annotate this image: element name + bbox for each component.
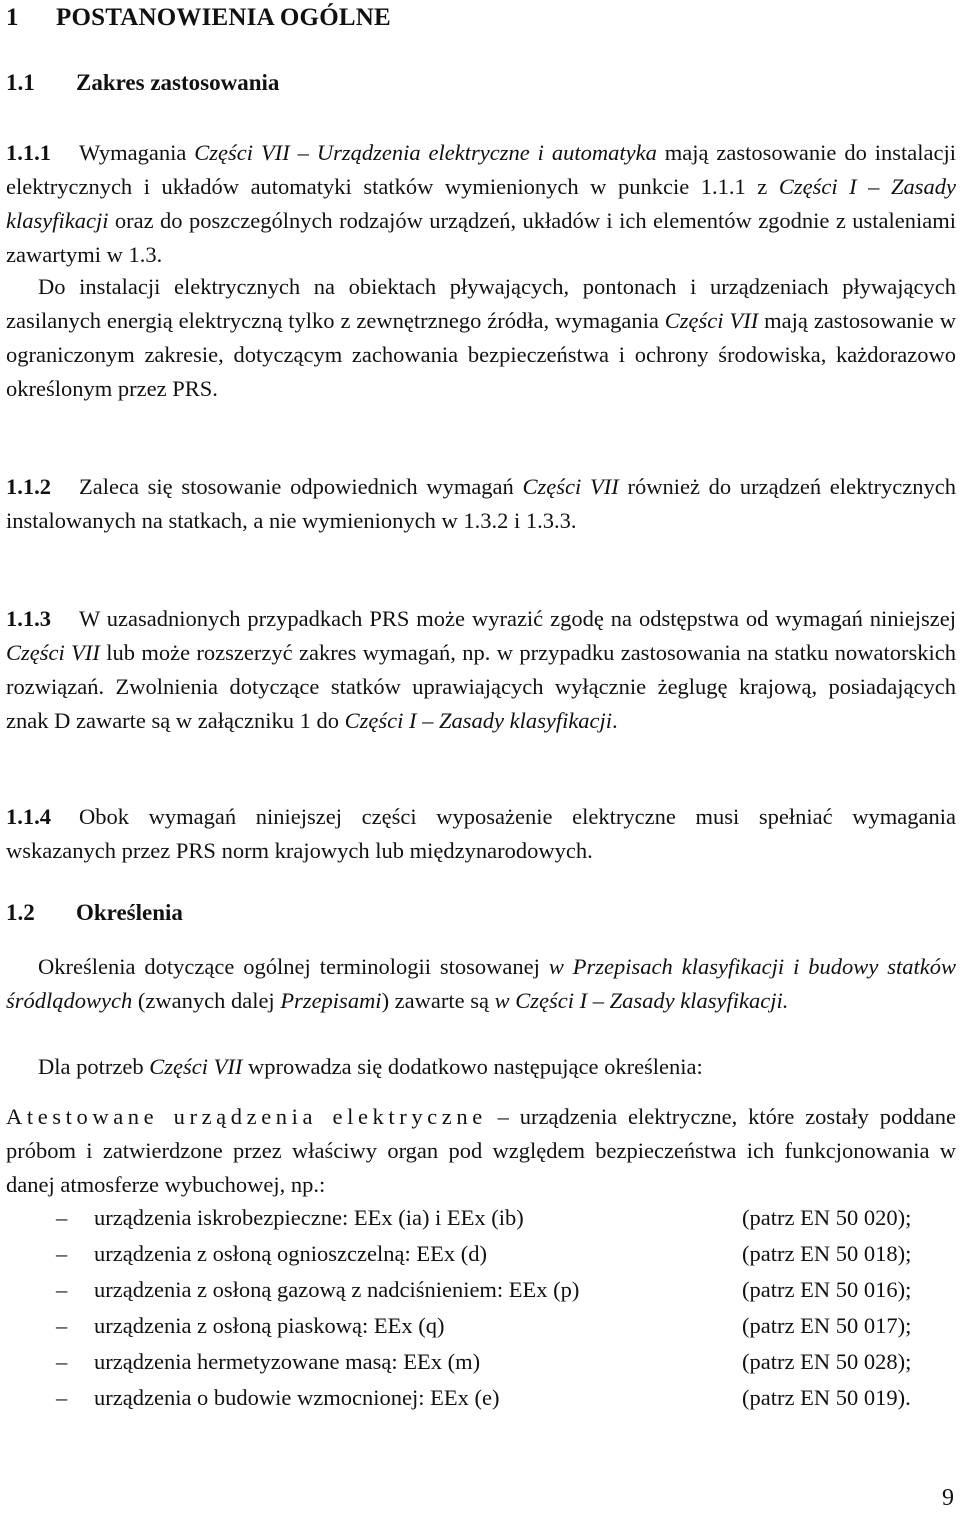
paragraph-1-1-1 <box>6 136 956 272</box>
list-item-reference: (patrz EN 50 017); <box>742 1313 912 1338</box>
list-dash: – <box>56 1205 68 1230</box>
italic-reference: Części I – Zasady klasyfikacji <box>6 174 956 233</box>
equipment-list <box>6 1205 956 1421</box>
italic-reference: Części VII <box>664 308 759 333</box>
list-item-text: urządzenia z osłoną piaskową: EEx (q) <box>94 1313 445 1338</box>
list-item-text: urządzenia z osłoną gazową z nadciśnieniem: EEx (p) <box>94 1277 580 1302</box>
italic-reference: w Części I – Zasady klasyfikacji. <box>494 988 789 1013</box>
paragraph-number: 1.1.2 <box>6 474 51 499</box>
paragraph-1-1-2 <box>6 470 956 538</box>
list-item <box>6 1205 956 1241</box>
list-item <box>6 1313 956 1349</box>
italic-reference: Części VII <box>6 640 100 665</box>
text-run: Do instalacji elektrycznych na obiektach pływających, pontonach i urządzeniach pływających zasilanych energią elektryczną tylko z zewnętrznego źródła, wymagania <box>6 274 956 333</box>
text-run: Obok wymagań niniejszej części wyposażenie elektryczne musi spełniać wymagania wskazanych przez PRS norm krajowych lub międzynarodowych. <box>6 804 956 863</box>
italic-reference: w Przepisach klasyfikacji i budowy statków śródlądowych <box>6 954 956 1013</box>
paragraph-number: 1.1.1 <box>6 140 51 165</box>
text-run: Określenia dotyczące ogólnej terminologii stosowanej <box>38 954 549 979</box>
text-run: Dla potrzeb <box>38 1054 150 1079</box>
paragraph-number: 1.1.4 <box>6 804 51 829</box>
text-run: – urządzenia elektryczne, które zostały poddane próbom i zatwierdzone przez właściwy organ pod względem bezpieczeństwa ich funkcjonowania w danej atmosferze wybuchowej, np.: <box>6 1104 956 1197</box>
list-dash: – <box>56 1349 68 1374</box>
chapter-heading <box>6 4 391 32</box>
paragraph-number: 1.1.3 <box>6 606 51 631</box>
section-heading-1-2 <box>6 900 183 926</box>
paragraph-definitions-intro <box>6 950 956 1018</box>
list-item-text: urządzenia z osłoną ognioszczelną: EEx (d) <box>94 1241 487 1266</box>
text-run: oraz do poszczególnych rodzajów urządzeń, układów i ich elementów zgodnie z ustaleniami zawartymi w 1.3. <box>6 208 956 267</box>
list-item <box>6 1277 956 1313</box>
list-item-text: urządzenia hermetyzowane masą: EEx (m) <box>94 1349 481 1374</box>
text-run: W uzasadnionych przypadkach PRS może wyrazić zgodę na odstępstwa od wymagań niniejszej <box>79 606 956 631</box>
list-dash: – <box>56 1385 68 1410</box>
list-item <box>6 1385 956 1421</box>
italic-reference: Przepisami <box>280 988 382 1013</box>
text-run: wprowadza się dodatkowo następujące określenia: <box>242 1054 703 1079</box>
list-item-reference: (patrz EN 50 020); <box>742 1205 912 1230</box>
text-run: lub może rozszerzyć zakres wymagań, np. w przypadku zastosowania na statku nowatorskich rozwiązań. Zwolnienia dotyczące statków uprawiających wyłącznie żeglugę krajową, posiadających znak D zawarte są w załączniku 1 do <box>6 640 956 733</box>
paragraph-definitions-additional <box>6 1050 956 1084</box>
list-item-reference: (patrz EN 50 016); <box>742 1277 912 1302</box>
section-heading-1-1 <box>6 70 279 96</box>
definition-certified-equipment <box>6 1100 956 1202</box>
section-number: 1.1 <box>6 70 35 95</box>
paragraph-1-1-1-continued <box>6 270 956 406</box>
list-item <box>6 1241 956 1277</box>
paragraph-1-1-4 <box>6 800 956 868</box>
italic-reference: Części VII – Urządzenia elektryczne i automatyka <box>194 140 657 165</box>
paragraph-1-1-3 <box>6 602 956 738</box>
list-dash: – <box>56 1277 68 1302</box>
defined-term: Atestowane urządzenia elektryczne <box>6 1104 487 1129</box>
text-run: Zaleca się stosowanie odpowiednich wymagań <box>79 474 523 499</box>
text-run: również do urządzeń elektrycznych instalowanych na statkach, a nie wymienionych w 1.3.2 i 1.3.3. <box>6 474 956 533</box>
text-run: . <box>612 708 618 733</box>
italic-reference: Części VII <box>522 474 619 499</box>
section-title: Zakres zastosowania <box>76 70 280 95</box>
text-run: Wymagania <box>79 140 195 165</box>
list-item <box>6 1349 956 1385</box>
chapter-title: POSTANOWIENIA OGÓLNE <box>56 4 391 31</box>
list-item-text: urządzenia iskrobezpieczne: EEx (ia) i EEx (ib) <box>94 1205 524 1230</box>
list-item-reference: (patrz EN 50 018); <box>742 1241 912 1266</box>
text-run: mają zastosowanie do instalacji elektrycznych i układów automatyki statków wymienionych w punkcie 1.1.1 z <box>6 140 956 199</box>
page-number: 9 <box>942 1485 954 1511</box>
section-number: 1.2 <box>6 900 35 925</box>
list-item-reference: (patrz EN 50 028); <box>742 1349 912 1374</box>
section-title: Określenia <box>76 900 183 925</box>
chapter-number: 1 <box>6 4 19 31</box>
italic-reference: Części VII <box>149 1054 243 1079</box>
list-dash: – <box>56 1313 68 1338</box>
text-run: (zwanych dalej <box>132 988 281 1013</box>
list-item-text: urządzenia o budowie wzmocnionej: EEx (e) <box>94 1385 500 1410</box>
list-dash: – <box>56 1241 68 1266</box>
text-run: mają zastosowanie w ograniczonym zakresie, dotyczącym zachowania bezpieczeństwa i ochrony środowiska, każdorazowo określonym przez PRS. <box>6 308 956 401</box>
italic-reference: Części I – Zasady klasyfikacji <box>344 708 613 733</box>
text-run: ) zawarte są <box>381 988 495 1013</box>
list-item-reference: (patrz EN 50 019). <box>742 1385 911 1410</box>
